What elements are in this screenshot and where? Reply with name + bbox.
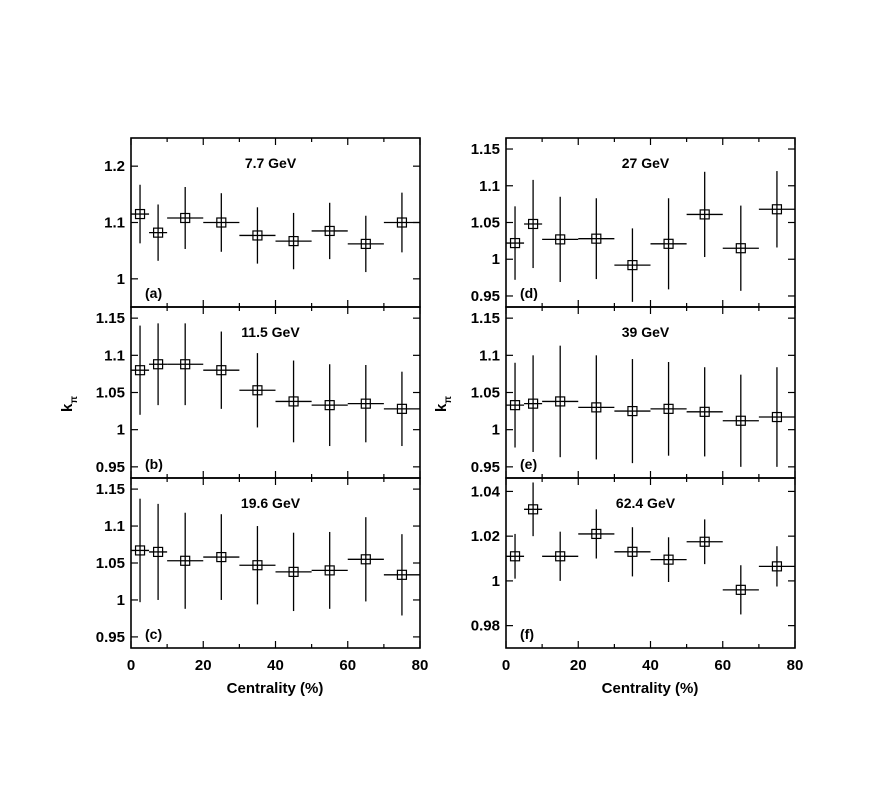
x-tick-label: 20: [194, 657, 212, 674]
y-tick-label: 1: [491, 421, 500, 439]
panel-letter: (d): [520, 285, 538, 301]
chart-panel-f: [471, 478, 804, 674]
y-tick-label: 1.1: [104, 347, 125, 365]
y-axis-title-subscript: π: [69, 396, 80, 404]
y-tick-label: 1.15: [95, 310, 125, 328]
panel-title: 7.7 GeV: [244, 155, 297, 171]
panel-letter: (f): [520, 626, 534, 642]
y-tick-label: 1.05: [470, 214, 500, 232]
panel-title: 19.6 GeV: [240, 495, 301, 511]
x-tick-label: 40: [267, 657, 284, 674]
y-tick-label: 0.98: [470, 617, 500, 635]
x-tick-label: 0: [501, 657, 511, 674]
y-tick-label: 1.1: [104, 214, 125, 232]
x-tick-label: 80: [786, 657, 804, 674]
svg-text:kπ: [433, 396, 454, 412]
y-tick-label: 1: [491, 572, 500, 590]
y-tick-label: 0.95: [470, 287, 500, 305]
x-tick-label: 60: [339, 657, 357, 674]
x-tick-label: 60: [714, 657, 732, 674]
y-tick-label: 1.15: [470, 141, 500, 159]
y-tick-label: 1.05: [95, 384, 125, 402]
y-tick-label: 1.1: [479, 347, 500, 365]
y-tick-label: 1.15: [470, 310, 500, 328]
panel-letter: (a): [145, 285, 163, 301]
panel-letter: (e): [520, 456, 538, 472]
y-axis-title-left: [59, 396, 80, 412]
chart-panel-c: [96, 478, 429, 674]
y-axis-title-main: k: [59, 403, 76, 412]
y-tick-label: 1.05: [470, 384, 500, 402]
y-tick-label: 1: [491, 251, 500, 269]
chart-panel-b: [96, 307, 420, 478]
y-tick-label: 1.1: [104, 518, 125, 536]
x-tick-label: 0: [126, 657, 136, 674]
panel-letter: (b): [145, 456, 163, 472]
panel-letter: (c): [145, 626, 163, 642]
x-axis-title-right: Centrality (%): [601, 680, 699, 697]
panel-title: 39 GeV: [621, 324, 670, 340]
y-tick-label: 1.1: [479, 177, 500, 195]
y-tick-label: 1: [116, 270, 125, 288]
panel-title: 27 GeV: [621, 155, 670, 171]
x-tick-label: 80: [411, 657, 429, 674]
chart-panel-e: [471, 307, 795, 478]
panel-title: 62.4 GeV: [615, 495, 676, 511]
x-tick-label: 40: [642, 657, 659, 674]
y-tick-label: 1: [116, 421, 125, 439]
y-tick-label: 1.15: [95, 481, 125, 499]
y-tick-label: 0.95: [470, 458, 500, 476]
y-tick-label: 1: [116, 591, 125, 609]
y-axis-title-right: [433, 396, 454, 412]
x-axis-title-left: Centrality (%): [226, 680, 324, 697]
y-tick-label: 0.95: [95, 628, 125, 646]
y-axis-title-subscript: π: [443, 396, 454, 404]
x-tick-label: 20: [569, 657, 587, 674]
y-tick-label: 1.02: [470, 528, 500, 546]
panel-title: 11.5 GeV: [241, 324, 300, 340]
y-tick-label: 1.04: [470, 483, 500, 501]
chart-panel-a: [104, 138, 420, 307]
svg-text:kπ: [59, 396, 80, 412]
y-tick-label: 1.05: [95, 555, 125, 572]
y-axis-title-main: k: [433, 403, 450, 412]
y-tick-label: 1.2: [104, 158, 125, 176]
y-tick-label: 0.95: [95, 458, 125, 476]
chart-panel-d: [471, 138, 795, 307]
